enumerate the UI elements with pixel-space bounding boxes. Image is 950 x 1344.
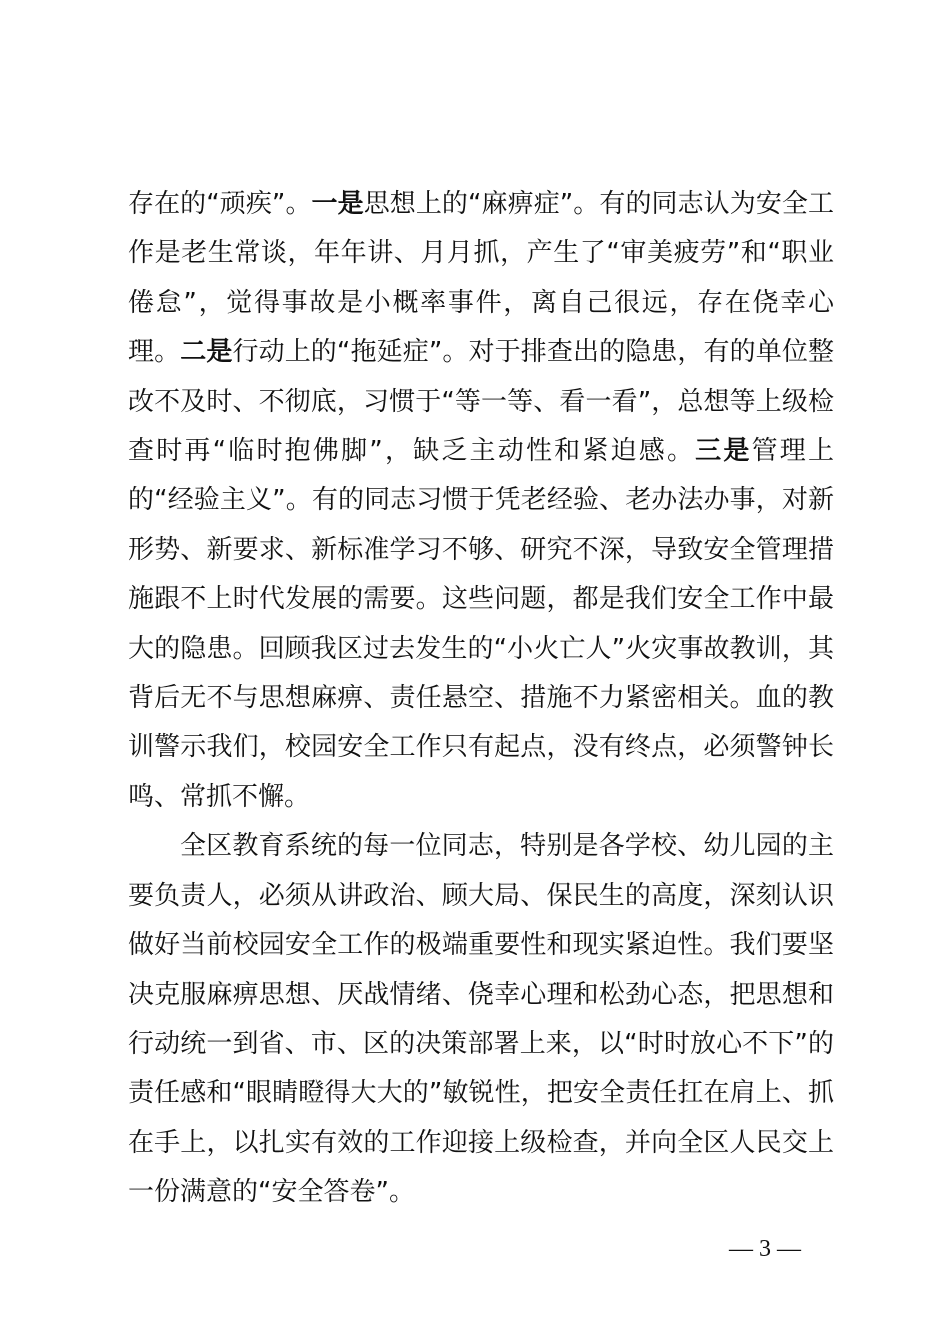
bold-enumeration-first: 一是 xyxy=(311,189,364,219)
bold-enumeration-second: 二是 xyxy=(180,337,233,368)
paragraph-text: 管理上的“经验主义”。有的同志习惯于凭老经验、老办法办事，对新形势、新要求、新标准学习不够、研究不深，导致安全管理措施跟不上时代发展的需要。这些问题，都是我们安全工作中最大的隐患。回顾我区过去发生的“小火亡人”火灾事故教训，其背后无不与思想麻痹、责任悬空、措施不力紧密相关。血的教训警示我们，校园安全工作只有起点，没有终点，必须警钟长鸣、常抓不懈。 xyxy=(128,436,834,812)
paragraph-text: 行动上的“拖延症”。对于排查出的隐患，有的单位整改不及时、不彻底，习惯于“等一等、看一看”，总想等上级检查时再“临时抱佛脚”，缺乏主动性和紧迫感。 xyxy=(128,337,834,467)
page-number: — 3 — xyxy=(729,1236,801,1262)
bold-enumeration-third: 三是 xyxy=(695,436,752,467)
paragraph-continuation xyxy=(128,180,834,822)
document-body xyxy=(128,180,834,1218)
paragraph-second: 全区教育系统的每一位同志，特别是各学校、幼儿园的主要负责人，必须从讲政治、顾大局、保民生的高度，深刻认识做好当前校园安全工作的极端重要性和现实紧迫性。我们要坚决克服麻痹思想、厌战情绪、侥幸心理和松劲心态，把思想和行动统一到省、市、区的决策部署上来，以“时时放心不下”的责任感和“眼睛瞪得大大的”敏锐性，把安全责任扛在肩上、抓在手上，以扎实有效的工作迎接上级检查，并向全区人民交上一份满意的“安全答卷”。 xyxy=(128,831,834,1208)
paragraph-text: 存在的“顽疾”。 xyxy=(128,189,312,219)
paragraph-text: 思想上的“麻痹症”。有的同志认为安全工作是老生常谈，年年讲、月月抓，产生了“审美疲劳”和“职业倦怠”，觉得事故是小概率事件，离自己很远，存在侥幸心理。 xyxy=(128,189,834,368)
